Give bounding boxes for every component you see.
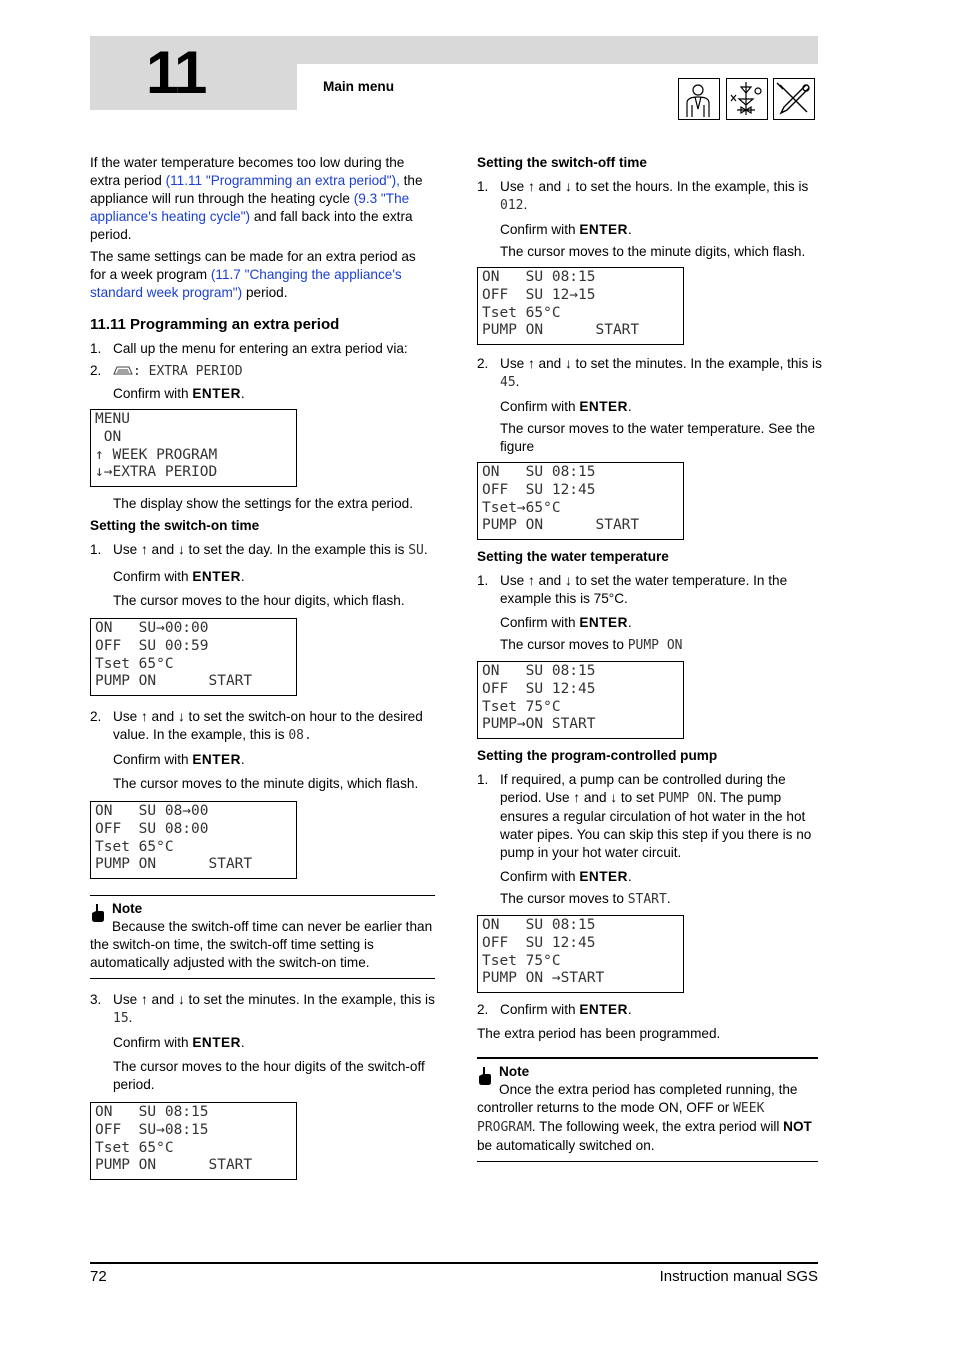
confirm-line: Confirm with ENTER. [500, 399, 632, 414]
down-arrow-icon: ↓ [610, 790, 618, 805]
confirm-line: Confirm with ENTER. [113, 752, 245, 767]
note-text: Once the extra period has completed running, the controller returns to the mode ON, OFF or WEEK PROGRAM. The following week, the extra period will NOT be automatically switched on. [477, 1082, 812, 1153]
up-arrow-icon: ↑ [527, 573, 535, 588]
note-text: Because the switch-off time can never be earlier than the switch-on time, the switch-off time setting is automatically adjusted with the switch-on time. [90, 919, 433, 970]
note-title: Note [499, 1064, 530, 1079]
up-arrow-icon: ↑ [140, 992, 148, 1007]
cursor-note: The cursor moves to the hour digits of the switch-off period. [113, 1059, 425, 1092]
installer-icon [726, 78, 768, 120]
left-column [90, 154, 435, 1180]
note-title: Note [112, 901, 143, 916]
lcd-display-4: ON SU 08:15 OFF SU 12→15 Tset 65°C PUMP ON START [477, 267, 684, 345]
confirm-line: Confirm with ENTER. [500, 615, 632, 630]
down-arrow-icon: ↓ [177, 992, 185, 1007]
lcd-display-6: ON SU 08:15 OFF SU 12:45 Tset 75°C PUMP→ON START [477, 661, 684, 739]
confirm-line: Confirm with ENTER. [113, 569, 245, 584]
user-icon [678, 78, 720, 120]
subheading-water-temp: Setting the water temperature [477, 549, 669, 564]
step-pump-2: 2. Confirm with ENTER. [477, 1002, 632, 1017]
subheading-switch-on: Setting the switch-on time [90, 518, 260, 533]
pointing-hand-icon [91, 904, 104, 922]
pointing-hand-icon [478, 1067, 491, 1085]
page-number: 72 [90, 1268, 107, 1285]
step-on-2: 2. Use ↑ and ↓ to set the switch-on hour to the desired value. In the example, this is 08. [90, 709, 423, 743]
lcd-display-7: ON SU 08:15 OFF SU 12:45 Tset 75°C PUMP ON →START [477, 915, 684, 993]
cursor-note: The cursor moves to the hour digits, which flash. [113, 593, 405, 608]
manual-name: Instruction manual SGS [659, 1268, 818, 1285]
link-extra-period[interactable]: (11.11 "Programming an extra period"), [165, 173, 400, 188]
down-arrow-icon: ↓ [564, 179, 572, 194]
lcd-display-1: ON SU→00:00 OFF SU 00:59 Tset 65°C PUMP ON START [90, 618, 297, 696]
subheading-pump: Setting the program-controlled pump [477, 748, 718, 763]
lcd-display-2: ON SU 08→00 OFF SU 08:00 Tset 65°C PUMP ON START [90, 801, 297, 879]
cursor-note: The cursor moves to PUMP ON [500, 637, 683, 653]
step-2: 2. : EXTRA PERIOD [90, 363, 243, 379]
section-title: Main menu [323, 79, 394, 94]
down-arrow-icon: ↓ [564, 356, 572, 371]
display-note: The display show the settings for the extra period. [113, 496, 413, 511]
chapter-number: 11 [146, 39, 206, 106]
step-off-2: 2. Use ↑ and ↓ to set the minutes. In the example, this is 45. [477, 356, 822, 390]
up-arrow-icon: ↑ [527, 179, 535, 194]
intro-paragraph: If the water temperature becomes too low during the extra period (11.11 "Programming an extra period"), the appliance will run through the heating cycle (9.3 "The appliance's heating cycle") and fall back into the extra period. [90, 155, 423, 242]
confirm-line: Confirm with ENTER. [500, 222, 632, 237]
step-on-3: 3. Use ↑ and ↓ to set the minutes. In the example, this is 15. [90, 992, 435, 1026]
up-arrow-icon: ↑ [527, 356, 535, 371]
confirm-line: Confirm with ENTER. [113, 1035, 245, 1050]
step-water-1: 1. Use ↑ and ↓ to set the water temperature. In the example this is 75°C. [477, 573, 788, 606]
cursor-note: The cursor moves to START. [500, 891, 671, 907]
lcd-display-3: ON SU 08:15 OFF SU→08:15 Tset 65°C PUMP ON START [90, 1102, 297, 1180]
cursor-note: The cursor moves to the minute digits, which flash. [113, 776, 419, 791]
lcd-display-5: ON SU 08:15 OFF SU 12:45 Tset→65°C PUMP ON START [477, 462, 684, 540]
up-arrow-icon: ↑ [573, 790, 581, 805]
lcd-display-menu: MENU ON ↑ WEEK PROGRAM ↓→EXTRA PERIOD [90, 409, 297, 487]
link-heating-cycle[interactable]: (9.3 "The appliance's heating cycle") [90, 191, 410, 224]
up-arrow-icon: ↑ [140, 709, 148, 724]
right-column [477, 154, 822, 1162]
intro-paragraph-2: The same settings can be made for an extra period as for a week program (11.7 "Changing the appliance's standard week program") period. [90, 249, 416, 300]
step-on-1: 1. Use ↑ and ↓ to set the day. In the example this is SU. [90, 542, 428, 558]
programmed-note: The extra period has been programmed. [477, 1026, 721, 1041]
service-tools-icon [773, 78, 815, 120]
confirm-line: Confirm with ENTER. [500, 869, 632, 884]
step-pump-1: 1. If required, a pump can be controlled during the period. Use ↑ and ↓ to set PUMP ON. The pump ensures a regular circulation of hot water in the hot water pipes. You can skip this step if you there is no pump in your hot water circuit. [477, 772, 812, 860]
down-arrow-icon: ↓ [564, 573, 572, 588]
subheading-switch-off: Setting the switch-off time [477, 155, 647, 170]
step-off-1: 1. Use ↑ and ↓ to set the hours. In the example, this is 012. [477, 179, 809, 213]
down-arrow-icon: ↓ [177, 542, 185, 557]
header-bar [297, 36, 818, 64]
cursor-note: The cursor moves to the water temperature. See the figure [500, 421, 816, 454]
section-heading: 11.11 Programming an extra period [90, 316, 340, 333]
note-box [477, 1057, 818, 1162]
keyboard-icon [113, 364, 133, 376]
note-box [90, 895, 435, 979]
step-1: 1. Call up the menu for entering an extra period via: [90, 341, 408, 356]
cursor-note: The cursor moves to the minute digits, which flash. [500, 244, 806, 259]
up-arrow-icon: ↑ [140, 542, 148, 557]
link-week-program[interactable]: (11.7 "Changing the appliance's standard week program") [90, 267, 402, 300]
footer-rule [90, 1262, 818, 1264]
confirm-line: Confirm with ENTER. [113, 386, 245, 401]
down-arrow-icon: ↓ [177, 709, 185, 724]
